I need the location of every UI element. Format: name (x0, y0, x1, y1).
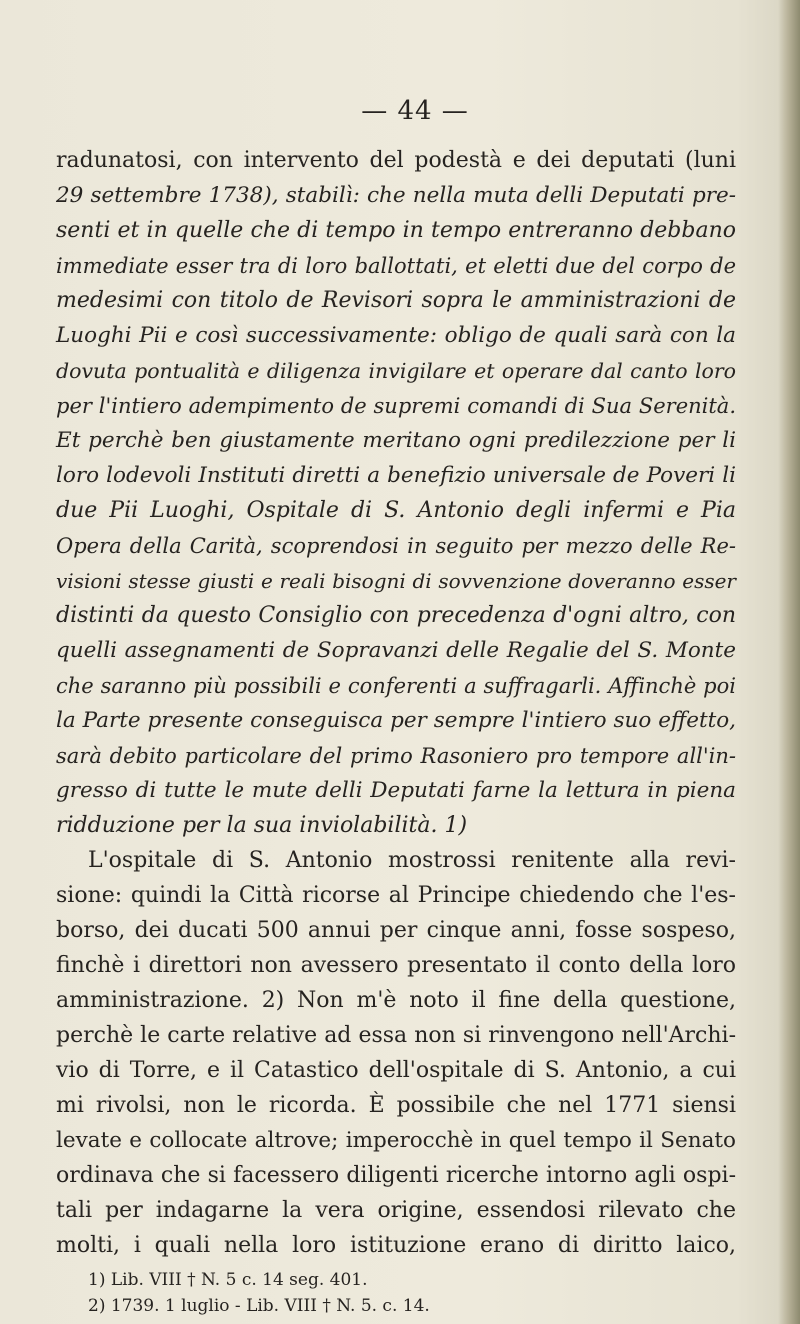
text-line: tali per indagarne la vera origine, essendosi rilevato che (56, 1198, 736, 1223)
text-line: visioni stesse giusti e reali bisogni di sovvenzione doveranno esser (56, 569, 736, 593)
text-line: 29 settembre 1738), stabilì: che nella muta delli Deputati pre- (56, 183, 736, 208)
text-line: immediate esser tra di loro ballottati, et eletti due del corpo de (56, 254, 736, 278)
text-line: Et perchè ben giustamente meritano ogni predilezzione per li (56, 428, 736, 453)
text-line: ridduzione per la sua inviolabilità. 1) (56, 813, 468, 838)
text-line: mi rivolsi, non le ricorda. È possibile che nel 1771 siensi (56, 1093, 736, 1118)
text-line: ordinava che si facessero diligenti ricerche intorno agli ospi- (56, 1163, 736, 1188)
text-line: borso, dei ducati 500 annui per cinque anni, fosse sospeso, (56, 918, 736, 943)
text-line: la Parte presente conseguisca per sempre l'intiero suo effetto, (56, 708, 736, 733)
footnote: 1) Lib. VIII † N. 5 c. 14 seg. 401. (88, 1270, 368, 1290)
text-line: radunatosi, con intervento del podestà e dei deputati (luni (56, 148, 736, 173)
text-line: gresso di tutte le mute delli Deputati farne la lettura in piena (56, 778, 736, 803)
text-line: perchè le carte relative ad essa non si rinvengono nell'Archi- (56, 1023, 736, 1048)
text-line: dovuta pontualità e diligenza invigilare et operare dal canto loro (56, 359, 736, 383)
text-line: sione: quindi la Città ricorse al Principe chiedendo che l'es- (56, 883, 736, 908)
text-line: per l'intiero adempimento de supremi comandi di Sua Serenità. (56, 394, 736, 418)
text-line: Opera della Carità, scoprendosi in seguito per mezzo delle Re- (56, 534, 736, 558)
footnote: 2) 1739. 1 luglio - Lib. VIII † N. 5. c. 14. (88, 1296, 430, 1316)
text-line: sarà debito particolare del primo Rasoniero pro tempore all'in- (56, 744, 736, 768)
text-line: quelli assegnamenti de Sopravanzi delle Regalie del S. Monte (56, 638, 736, 663)
page-spine-shadow (778, 0, 800, 1324)
text-line: Luoghi Pii e così successivamente: obligo de quali sarà con la (56, 323, 736, 348)
text-line: molti, i quali nella loro istituzione erano di diritto laico, (56, 1233, 736, 1258)
text-line: vio di Torre, e il Catastico dell'ospitale di S. Antonio, a cui (56, 1058, 736, 1083)
text-line: due Pii Luoghi, Ospitale di S. Antonio degli infermi e Pia (56, 498, 736, 523)
text-line: medesimi con titolo de Revisori sopra le amministrazioni de (56, 288, 736, 313)
text-line: L'ospitale di S. Antonio mostrossi renitente alla revi- (88, 848, 736, 873)
text-line: amministrazione. 2) Non m'è noto il fine della questione, (56, 988, 736, 1013)
text-line: finchè i direttori non avessero presentato il conto della loro (56, 953, 736, 978)
page-number: — 44 — (361, 96, 469, 126)
text-line: loro lodevoli Instituti diretti a benefizio universale de Poveri li (56, 463, 736, 488)
text-line: senti et in quelle che di tempo in tempo entreranno debbano (56, 218, 736, 243)
text-line: distinti da questo Consiglio con precedenza d'ogni altro, con (56, 603, 736, 628)
text-line: levate e collocate altrove; imperocchè in quel tempo il Senato (56, 1128, 736, 1153)
text-line: che saranno più possibili e conferenti a suffragarli. Affinchè poi (56, 674, 736, 698)
